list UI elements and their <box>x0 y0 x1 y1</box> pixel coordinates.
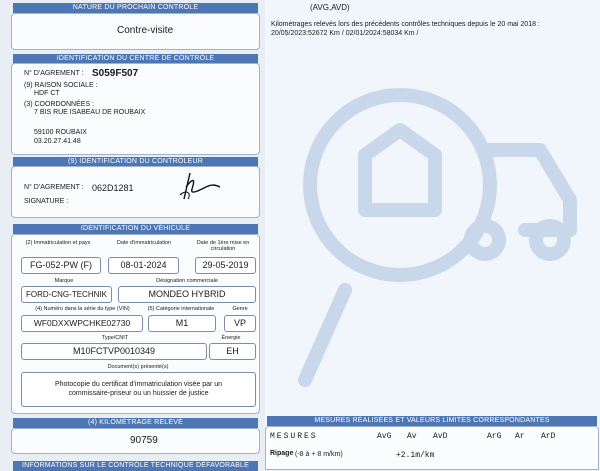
first-circ-field: 29-05-2019 <box>195 257 256 274</box>
next-control-value: Contre-visite <box>117 25 174 36</box>
documents-label: Document(s) présenté(s) <box>107 364 169 370</box>
centre-coord-label: (3) COORDONNÉES : <box>24 101 95 108</box>
cnit-label: Type/CNIT <box>101 335 129 341</box>
ripage-value: +2.1m/km <box>396 451 435 460</box>
col-avg: AvG <box>377 432 392 441</box>
genre-field: VP <box>224 315 256 332</box>
genre-label: Genre <box>232 306 248 312</box>
centre-address-line2: 59100 ROUBAIX <box>34 129 87 136</box>
measures-header: MESURES RÉALISÉES ET VALEURS LIMITES CORRESPONDANTES <box>267 416 597 426</box>
col-ar: Ar <box>515 432 525 441</box>
centre-raison-value: HDF CT <box>34 90 60 97</box>
mileage-header: (4) KILOMÉTRAGE RELEVÉ <box>13 418 258 428</box>
bottom-header: INFORMATIONS SUR LE CONTRÔLE TECHNIQUE DÉFAVORABLE <box>13 461 258 471</box>
col-ard: ArD <box>541 432 556 441</box>
ripage-limits: (-8 à + 8 m/km) <box>295 451 343 458</box>
mileage-box <box>11 428 260 454</box>
centre-agrement-value: S059F507 <box>92 68 139 79</box>
documents-value: Photocopie du certificat d'immatriculation visée par un commissaire-priseur ou un huissier de justice <box>54 381 223 397</box>
centre-agrement-label: N° D'AGREMENT : <box>24 70 84 77</box>
right-top-text: (AVG,AVD) <box>310 3 350 12</box>
reg-date-label: Date d'immatriculation <box>116 240 172 246</box>
measures-box <box>265 426 599 470</box>
col-av: Av <box>407 432 417 441</box>
ripage-label: Ripage <box>270 450 294 457</box>
history-line1: Kilométrages relevés lors des précédents contrôles techniques depuis le 20 mai 2018 : <box>271 21 540 28</box>
controller-agrement-value: 062D1281 <box>92 183 134 193</box>
vin-label: (4) Numéro dans la série du type (VIN) <box>35 306 130 312</box>
controller-signature-label: SIGNATURE : <box>24 198 69 205</box>
controller-agrement-label: N° D'AGREMENT : <box>24 184 84 191</box>
col-avd: AvD <box>433 432 448 441</box>
centre-header: IDENTIFICATION DU CENTRE DE CONTRÔLE <box>13 54 258 64</box>
commercial-label: Désignation commerciale <box>156 278 218 284</box>
energy-label: Énergie <box>221 335 241 341</box>
vehicle-watermark-icon <box>285 80 595 410</box>
centre-address-line1: 7 BIS RUE ISABEAU DE ROUBAIX <box>34 109 146 116</box>
right-panel <box>265 0 600 470</box>
documents-field <box>21 372 256 407</box>
signature-scribble <box>162 169 222 203</box>
vehicle-box <box>11 234 260 414</box>
controller-header: (9) IDENTIFICATION DU CONTRÔLEUR <box>13 157 258 167</box>
mileage-value: 90759 <box>130 435 158 446</box>
cnit-field: M10FCTVP0010349 <box>21 343 207 360</box>
plate-field: FG-052-PW (F) <box>21 257 101 274</box>
brand-label: Marque <box>54 278 74 284</box>
category-field: M1 <box>148 315 216 332</box>
vehicle-header: IDENTIFICATION DU VÉHICULE <box>13 224 258 234</box>
brand-field: FORD-CNG-TECHNIK <box>21 286 112 303</box>
next-control-header: NATURE DU PROCHAIN CONTRÔLE <box>13 3 258 13</box>
centre-box <box>11 63 260 155</box>
col-arg: ArG <box>487 432 502 441</box>
reg-date-field: 08-01-2024 <box>108 257 179 274</box>
next-control-box <box>11 13 260 50</box>
history-line2: 20/05/2023:52672 Km / 02/01/2024:58034 Km / <box>271 30 419 37</box>
vin-field: WF0DXXWPCHKE02730 <box>21 315 143 332</box>
first-circ-label: Date de 1ère mise en circulation <box>196 240 250 252</box>
controller-box <box>11 166 260 218</box>
energy-field: EH <box>209 343 256 360</box>
category-label: (5) Catégorie internationale <box>147 306 215 312</box>
measures-col-label: MESURES <box>270 432 318 441</box>
centre-phone: 03.20.27.41.48 <box>34 138 81 145</box>
commercial-field: MONDEO HYBRID <box>118 286 256 303</box>
centre-raison-label: (9) RAISON SOCIALE : <box>24 82 98 89</box>
plate-label: (2) Immatriculation et pays <box>25 240 91 246</box>
